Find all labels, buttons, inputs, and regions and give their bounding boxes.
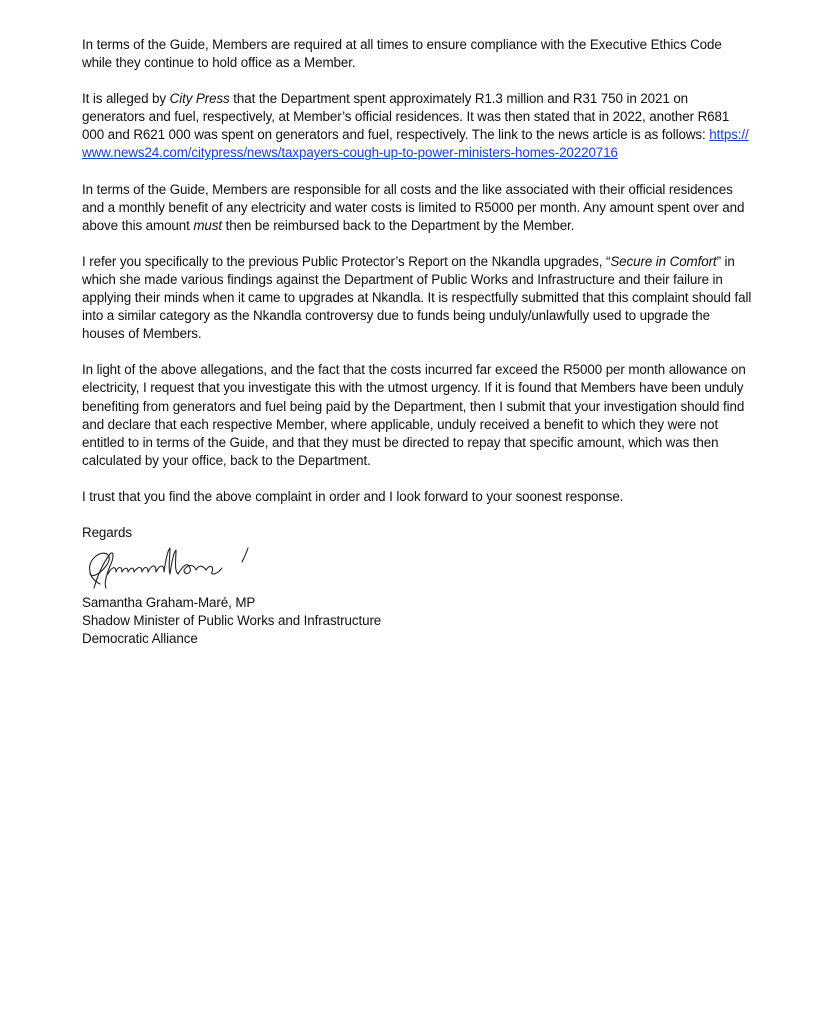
source-name: City Press [169, 91, 230, 107]
paragraph-members-costs: In terms of the Guide, Members are responsible for all costs and the like associated with their official residences and a monthly benefit of any electricity and water costs is limited to R5000 per month. Any amount spent over and above this amount must then be reimbursed back to the Department by the Member. [82, 181, 745, 233]
paragraph-guide-compliance: In terms of the Guide, Members are required at all times to ensure compliance with the Executive Ethics Code while they continue to hold office as a Member. [82, 37, 722, 71]
paragraph-allegation: It is alleged by City Press that the Department spent approximately R1.3 million and R31 750 in 2021 on generators and fuel, respectively, at Member’s official residences. It was then stated that in 2022, another R681 000 and R621 000 was spent on generators and fuel, respectively. The link to the news article is as follows: https://www.news24.com/citypress/news/taxpayers-cough-up-to-power-ministers-homes-20220716 [82, 91, 749, 161]
report-title: Secure in Comfort [610, 253, 717, 269]
emphasis-must: must [193, 217, 222, 233]
paragraph-request: In light of the above allegations, and the fact that the costs incurred far exceed the R5000 per month allowance on electricity, I request that you investigate this with the utmost urgency. If it is found that Members have been unduly benefiting from generators and fuel being paid by the Department, then I submit that your investigation should find and declare that each respective Member, where applicable, unduly received a benefit to which they were not entitled to in terms of the Guide, and that they must be directed to repay that specific amount, which was then calculated by your office, back to the Department. [82, 362, 746, 468]
letter-body [82, 36, 752, 648]
paragraph-nkandla: I refer you specifically to the previous Public Protector’s Report on the Nkandla upgrades, “Secure in Comfort” in which she made various findings against the Department of Public Works and Infrastructure and their failure in applying their minds when it came to upgrades at Nkandla. It is respectfully submitted that this complaint should fall into a similar category as the Nkandla controversy due to funds being unduly/unlawfully used to upgrade the houses of Members. [82, 253, 752, 342]
closing-regards: Regards [82, 524, 132, 540]
paragraph-closing-remark: I trust that you find the above complaint in order and I look forward to your soonest response. [82, 488, 624, 504]
handwritten-signature [80, 544, 260, 592]
signature-block [82, 524, 752, 648]
news-article-link[interactable]: https://www.news24.com/citypress/news/taxpayers-cough-up-to-power-ministers-homes-20220716 [82, 127, 749, 161]
signatory-organisation: Democratic Alliance [82, 631, 198, 647]
signatory-title: Shadow Minister of Public Works and Infrastructure [82, 613, 382, 629]
signatory-name: Samantha Graham-Maré, MP [82, 595, 256, 611]
